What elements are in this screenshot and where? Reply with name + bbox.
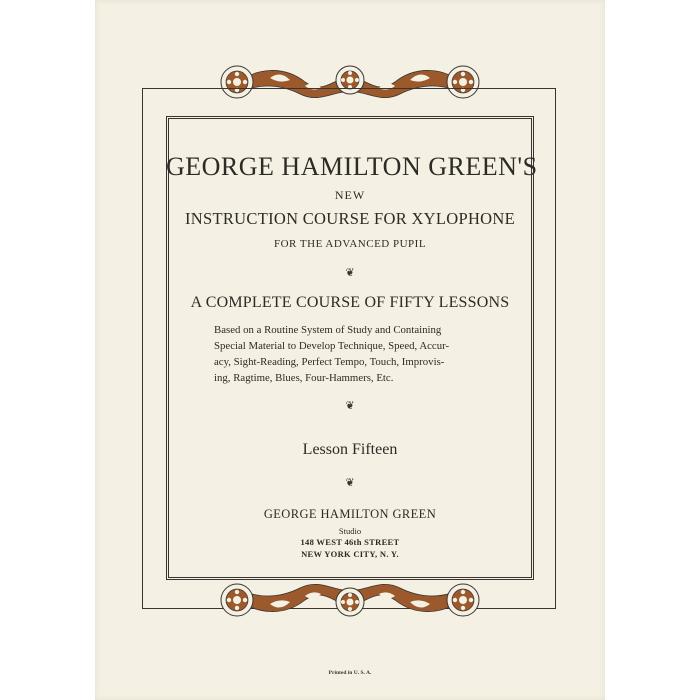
- studio-label: Studio: [338, 526, 362, 536]
- fleuron-icon: ❦: [345, 267, 355, 279]
- publisher-name: GEORGE HAMILTON GREEN: [263, 507, 437, 521]
- street-address: 148 WEST 46th STREET: [300, 537, 400, 547]
- lesson-title: Lesson Fifteen: [302, 441, 398, 458]
- course-description: [214, 322, 486, 386]
- description-line: ing, Ragtime, Blues, Four-Hammers, Etc.: [214, 372, 394, 384]
- title-page-content: [166, 116, 538, 580]
- complete-course-heading: A COMPLETE COURSE OF FIFTY LESSONS: [190, 294, 510, 311]
- fleuron-icon: ❦: [345, 400, 355, 412]
- document-page: [95, 0, 605, 700]
- printed-in-usa: Printed in U. S. A.: [328, 670, 372, 676]
- description-line: Special Material to Develop Technique, Speed, Accur-: [214, 340, 450, 352]
- floral-ornament-bottom-icon: [215, 574, 485, 626]
- fleuron-icon: ❦: [345, 477, 355, 489]
- description-line: acy, Sight-Reading, Perfect Tempo, Touch, Improvis-: [214, 356, 445, 368]
- city-address: NEW YORK CITY, N. Y.: [301, 549, 399, 559]
- audience-label: FOR THE ADVANCED PUPIL: [273, 238, 427, 250]
- course-title: INSTRUCTION COURSE FOR XYLOPHONE: [185, 209, 515, 228]
- new-label: NEW: [334, 188, 366, 202]
- page-title: GEORGE HAMILTON GREEN'S: [166, 152, 538, 181]
- description-line: Based on a Routine System of Study and Containing: [214, 324, 442, 336]
